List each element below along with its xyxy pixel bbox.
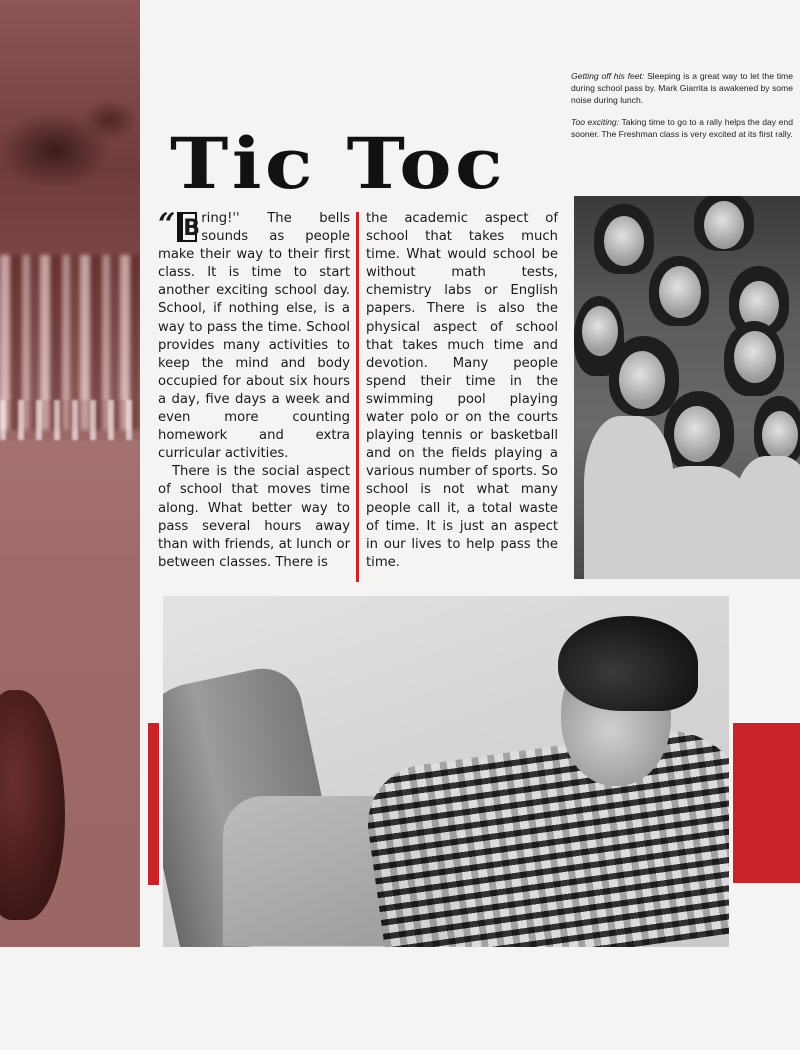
paragraph-text: ring!'' The bells sounds as people make their way to their first class. It is time to start another exciting school day. School, if nothing else, is a way to pass the time. School provides many activities to keep the mind and body occupied for about six hours a day, five days a week and even more counting homework and extra curricular activities. [158, 211, 350, 462]
caption-rally [571, 116, 793, 140]
drop-cap-block [158, 207, 201, 242]
person-face [704, 201, 744, 249]
caption-text: Taking time to go to a rally helps the day end sooner. The Freshman class is very excited at its first rally. [571, 117, 793, 139]
freshman-rally-photo [574, 196, 800, 579]
page-title: Tic Toc [170, 122, 507, 205]
article-column-1 [158, 207, 350, 572]
person-face [674, 406, 720, 462]
person-face [619, 351, 665, 409]
red-accent-bar-left [148, 723, 159, 885]
student-hair [558, 616, 698, 711]
person-shirt [734, 456, 800, 579]
student-plaid-shirt [360, 721, 729, 947]
person-face [659, 266, 701, 318]
article-paragraph [158, 463, 350, 572]
sleeping-student-photo [163, 596, 729, 947]
person-face [762, 411, 798, 459]
person-face [734, 331, 776, 383]
cheerleaders-legs [0, 400, 140, 440]
person-face [604, 216, 644, 266]
paragraph-text: There is the social aspect of school that moves time along. What better way to pass several hours away than with friends, at lunch or between classes. There is [158, 464, 350, 570]
caption-lead: Too exciting: [571, 117, 620, 127]
article-column-2 [366, 210, 558, 572]
opening-quote: “ [158, 207, 176, 242]
photo-captions [571, 70, 793, 150]
caption-sleeping [571, 70, 793, 106]
red-accent-bar-right [733, 723, 800, 883]
drop-cap-letter: B [177, 212, 197, 242]
paragraph-text: the academic aspect of school that takes much time. What would school be without math tests, chemistry labs or English papers. There is also the physical aspect of school that takes much time and devotion. Many people spend their time in the swimming pool playing water polo or on the courts playing tennis or basketball and on the fields playing a various number of sports. So school is not what many people call it, a total waste of time. It is just an aspect in our lives to help pass the time. [366, 211, 558, 570]
left-sepia-photo [0, 0, 140, 947]
column-divider [356, 212, 359, 582]
caption-lead: Getting off his feet: [571, 71, 645, 81]
caption-text: Sleeping is a great way to let the time during school pass by. Mark Giarrita is awakened by some noise during lunch. [571, 71, 793, 105]
article-paragraph [158, 207, 350, 463]
article-paragraph [366, 210, 558, 572]
foreground-object [0, 690, 65, 920]
person-face [582, 306, 618, 356]
